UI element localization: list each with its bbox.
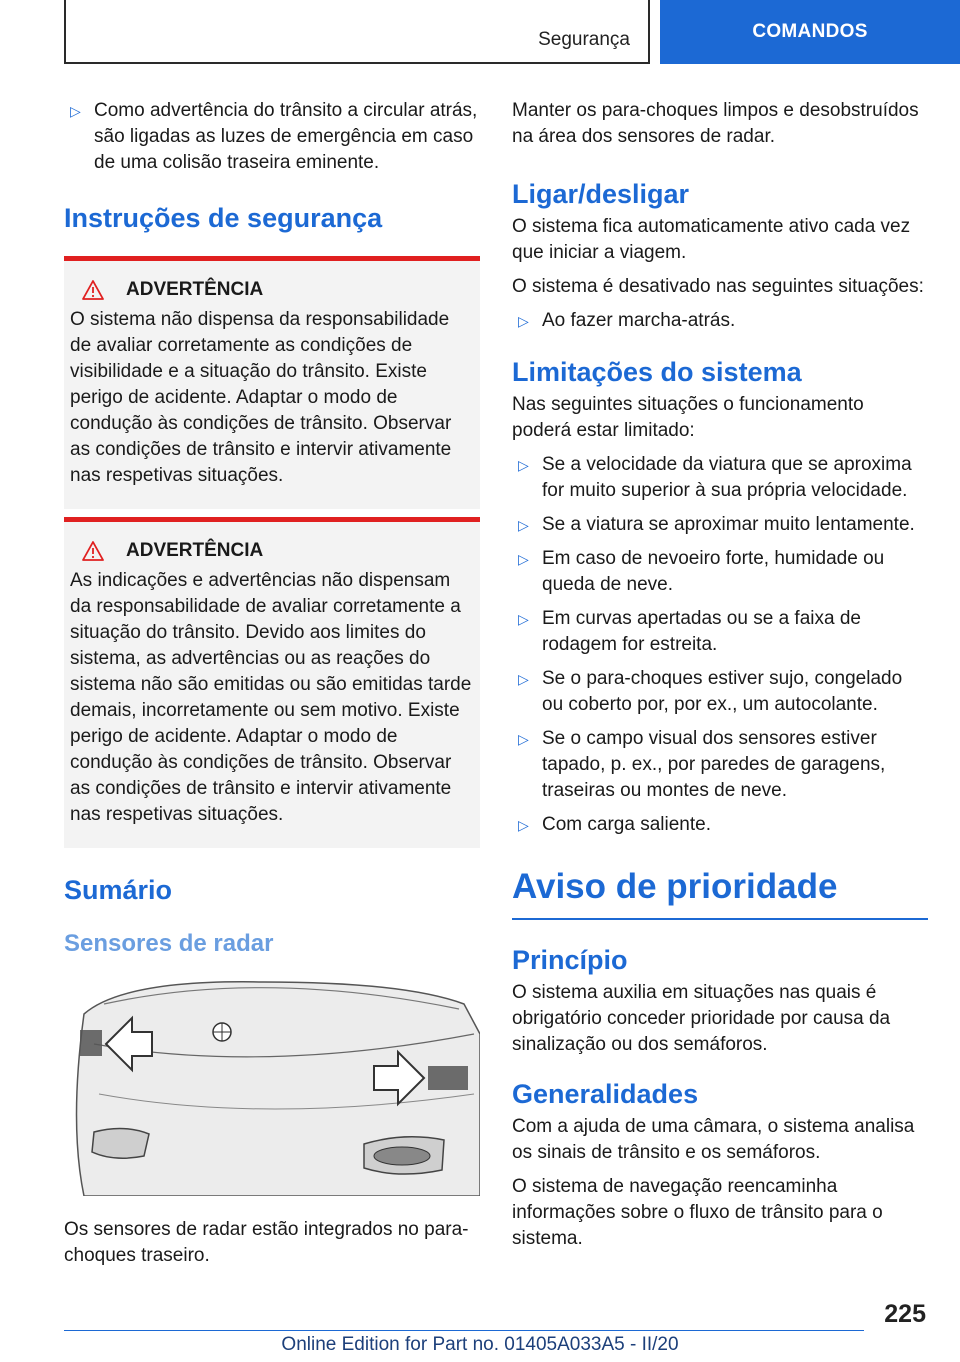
triangle-bullet-icon: ▷ [518, 517, 529, 533]
figure-caption: Os sensores de radar estão integrados no para-choques traseiro. [64, 1219, 469, 1266]
chapter-tab[interactable]: COMANDOS [660, 0, 960, 64]
list-item: ▷ Em curvas apertadas ou se a faixa de rodagem for estreita. [518, 608, 861, 655]
triangle-bullet-icon: ▷ [70, 103, 81, 119]
heading-radar-sensors: Sensores de radar [64, 930, 274, 957]
list-item: ▷ Se a viatura se aproximar muito lentamente. [512, 512, 928, 538]
triangle-bullet-icon: ▷ [518, 731, 529, 747]
triangle-bullet-icon: ▷ [518, 551, 529, 567]
heading-summary: Sumário [64, 875, 173, 905]
warning-box-2 [64, 517, 480, 848]
warning-text: As indicações e advertências não dispensam da responsabilidade de avaliar corretamente a situação do trânsito. Devido aos limites do sistema, as advertências ou as reações do sistema não são emitidas ou são emitidas tarde demais, incorretamente ou sem motivo. Existe perigo de acidente. Adaptar o modo de condução às condições de trânsito. Observar as condições de trânsito e intervir ativamente nas respetivas situações. [70, 570, 472, 825]
heading-limitations: Limitações do sistema [512, 357, 802, 387]
list-item: ▷ Se o para-choques estiver sujo, congelado ou coberto por, por ex., um autocolante. [518, 668, 903, 715]
list-item: ▷ Como advertência do trânsito a circular atrás, são ligadas as luzes de emergência em caso de uma colisão traseira eminente. [70, 100, 478, 173]
footer-divider [64, 1330, 864, 1331]
heading-principle: Princípio [512, 945, 628, 975]
header-section-box [64, 0, 650, 64]
warning-triangle-icon [82, 280, 104, 300]
warning-triangle-icon [82, 541, 104, 561]
heading-priority-warning: Aviso de prioridade [512, 866, 928, 920]
heading-general: Generalidades [512, 1079, 699, 1109]
warning-label: ADVERTÊNCIA [126, 540, 264, 561]
list-item: ▷ Ao fazer marcha-atrás. [512, 308, 928, 334]
page-number: 225 [884, 1300, 926, 1328]
triangle-bullet-icon: ▷ [518, 817, 529, 833]
list-item: ▷ Se a velocidade da viatura que se aproxima for muito superior à sua própria velocidade. [518, 454, 912, 501]
heading-on-off: Ligar/desligar [512, 179, 690, 209]
section-title: Segurança [538, 29, 630, 50]
footer-edition: Online Edition for Part no. 01405A033A5 - II/20 [281, 1334, 679, 1355]
heading-safety: Instruções de segurança [64, 203, 383, 233]
warning-label: ADVERTÊNCIA [126, 279, 264, 300]
triangle-bullet-icon: ▷ [518, 313, 529, 329]
warning-text: O sistema não dispensa da responsabilidade de avaliar corretamente as condições de visibilidade e a situação do trânsito. Existe perigo de acidente. Adaptar o modo de condução às condições de trânsito. Observar as condições de trânsito e intervir ativamente nas respetivas situações. [70, 309, 452, 486]
list-item: ▷ Com carga saliente. [512, 812, 928, 838]
rear-bumper-radar-illustration [64, 974, 480, 1196]
triangle-bullet-icon: ▷ [518, 457, 529, 473]
list-item: ▷ Em caso de nevoeiro forte, humidade ou queda de neve. [518, 548, 885, 595]
warning-box-1 [64, 256, 480, 509]
list-item: ▷ Se o campo visual dos sensores estiver tapado, p. ex., por paredes de garagens, traseiras ou montes de neve. [518, 728, 886, 801]
right-column: Manter os para-choques limpos e desobstruídos na área dos sensores de radar. Ligar/desligar O sistema fica automaticamente ativo cada vez que iniciar a viagem. O sistema é desativado nas seguintes situações: ▷ Ao fazer marcha-atrás. Limitações do sistema Nas seguintes situações o funcionamento poderá estar limitado: ▷ Se a velocidade da viatura que se aproxima for muito superior à sua própria velocidade. ▷ Se a viatura se aproximar muito lentamente. ▷ Em caso de nevoeiro forte, humidade ou queda de neve. ▷ Em curvas apertadas ou se a faixa de rodagem for estreita. ▷ Se o para-choques estiver sujo, congelado ou coberto por, por ex., um autocolante. ▷ Se o campo visual dos sensores estiver tapado, p. ex., por paredes de garagens, traseiras ou montes de neve. ▷ Com carga saliente. Aviso de prioridade Princípio O sistema auxilia em situações nas quais é obrigatório conceder prioridade por causa da sinalização ou dos semáforos. Generalidades Com a ajuda de uma câmara, o sistema analisa os sinais de trânsito e os semáforos. O sistema de navegação reencaminha informações sobre o fluxo de trânsito para o sistema. [512, 98, 928, 1260]
triangle-bullet-icon: ▷ [518, 611, 529, 627]
triangle-bullet-icon: ▷ [518, 671, 529, 687]
intro-text: Manter os para-choques limpos e desobstruídos na área dos sensores de radar. [512, 100, 919, 147]
left-column [64, 98, 480, 1269]
